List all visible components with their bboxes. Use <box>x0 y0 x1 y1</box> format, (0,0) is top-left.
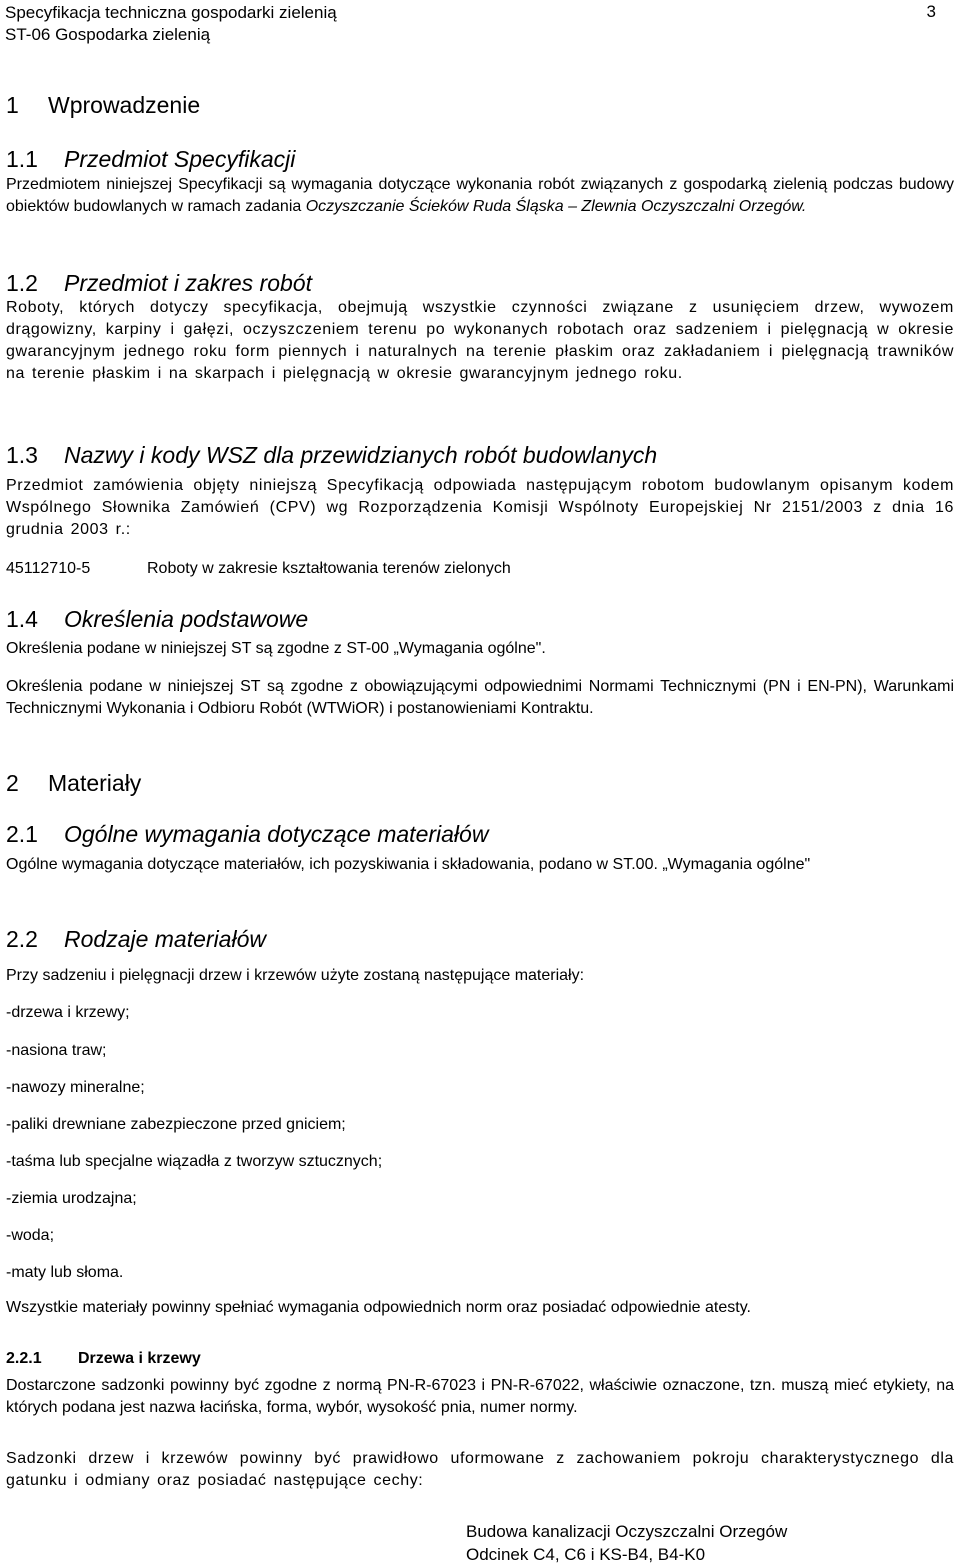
page-number: 3 <box>926 2 936 21</box>
heading-number: 1 <box>6 92 19 118</box>
heading-section-2-2 <box>6 925 954 953</box>
paragraph-seedlings-norms: Dostarczone sadzonki powinny być zgodne z normą PN-R-67023 i PN-R-67022, właściwie oznaczone, tzn. muszą mieć etykiety, na których podana jest nazwa łacińska, forma, wybór, wysokość pnia, numer normy. <box>6 1377 954 1416</box>
running-footer <box>466 1520 787 1566</box>
paragraph-materials-closing: Wszystkie materiały powinny spełniać wymagania odpowiednich norm oraz posiadać odpowiednie atesty. <box>6 1299 751 1316</box>
heading-section-1-1 <box>6 145 954 173</box>
heading-section-2 <box>6 769 954 797</box>
heading-number: 2.2.1 <box>6 1350 42 1367</box>
paragraph-seedlings-features: Sadzonki drzew i krzewów powinny być prawidłowo uformowane z zachowaniem pokroju charakterystycznego dla gatunku i odmiany oraz posiadać następujące cechy: <box>6 1450 954 1489</box>
list-item: -paliki drewniane zabezpieczone przed gniciem; <box>6 1116 346 1133</box>
list-item: -woda; <box>6 1227 55 1244</box>
heading-section-1-4 <box>6 605 954 633</box>
cpv-code: 45112710-5 <box>6 560 91 577</box>
list-item: -taśma lub specjalne wiązadła z tworzyw sztucznych; <box>6 1153 383 1170</box>
heading-text: Rodzaje materiałów <box>64 926 266 952</box>
list-item: -drzewa i krzewy; <box>6 1004 130 1021</box>
list-item: -maty lub słoma. <box>6 1264 124 1281</box>
list-item: -nasiona traw; <box>6 1042 107 1059</box>
header-title: Specyfikacja techniczna gospodarki zielenią <box>5 3 337 22</box>
paragraph-task-name: Oczyszczanie Ścieków Ruda Śląska – Zlewnia Oczyszczalni Orzegów. <box>305 198 807 215</box>
paragraph-definitions-1: Określenia podane w niniejszej ST są zgodne z ST-00 „Wymagania ogólne". <box>6 640 546 657</box>
heading-section-2-1 <box>6 820 954 848</box>
heading-section-1-2 <box>6 269 954 297</box>
heading-number: 1.1 <box>6 146 38 172</box>
heading-text: Nazwy i kody WSZ dla przewidzianych robót budowlanych <box>64 442 658 468</box>
running-header <box>5 2 337 46</box>
footer-line-2: Odcinek C4, C6 i KS-B4, B4-K0 <box>466 1545 706 1564</box>
paragraph-cpv: Przedmiot zamówienia objęty niniejszą Specyfikacją odpowiada następującym robotom budowlanym opisanym kodem Wspólnego Słownika Zamówień (CPV) wg Rozporządzenia Komisji Wspólnoty Europejskiej Nr 2151/2003 z dnia 16 grudnia 2003 r.: <box>6 477 954 538</box>
heading-number: 1.4 <box>6 606 38 632</box>
footer-line-1: Budowa kanalizacji Oczyszczalni Orzegów <box>466 1522 788 1541</box>
heading-section-1 <box>6 91 954 119</box>
heading-text: Materiały <box>48 770 142 796</box>
heading-text: Ogólne wymagania dotyczące materiałów <box>64 821 489 847</box>
list-item: -ziemia urodzajna; <box>6 1190 137 1207</box>
heading-section-2-2-1 <box>6 1348 954 1370</box>
cpv-code-row <box>6 558 954 580</box>
header-subtitle: ST-06 Gospodarka zielenią <box>5 25 211 44</box>
heading-section-1-3 <box>6 441 954 469</box>
paragraph-subject <box>6 174 954 218</box>
heading-text: Przedmiot i zakres robót <box>64 270 312 296</box>
heading-number: 2.2 <box>6 926 38 952</box>
list-item: -nawozy mineralne; <box>6 1079 145 1096</box>
paragraph-text: Przedmiotem niniejszej Specyfikacji są wymagania dotyczące wykonania robót związanych z gospodarką zielenią podczas budowy obiektów budowlanych w ramach zadania <box>6 176 954 215</box>
heading-text: Przedmiot Specyfikacji <box>64 146 296 172</box>
paragraph-materials-intro: Przy sadzeniu i pielęgnacji drzew i krzewów użyte zostaną następujące materiały: <box>6 967 585 984</box>
heading-text: Określenia podstawowe <box>64 606 309 632</box>
heading-number: 2 <box>6 770 19 796</box>
heading-number: 2.1 <box>6 821 38 847</box>
heading-number: 1.3 <box>6 442 38 468</box>
heading-text: Drzewa i krzewy <box>78 1350 201 1367</box>
paragraph-general-requirements: Ogólne wymagania dotyczące materiałów, ich pozyskiwania i składowania, podano w ST.00. „Wymagania ogólne" <box>6 856 811 873</box>
heading-number: 1.2 <box>6 270 38 296</box>
cpv-code-description: Roboty w zakresie kształtowania terenów zielonych <box>147 560 511 577</box>
paragraph-definitions-2: Określenia podane w niniejszej ST są zgodne z obowiązującymi odpowiednimi Normami Technicznymi (PN i EN-PN), Warunkami Technicznymi Wykonania i Odbioru Robót (WTWiOR) i postanowieniami Kontraktu. <box>6 678 954 717</box>
heading-text: Wprowadzenie <box>48 92 201 118</box>
paragraph-scope: Roboty, których dotyczy specyfikacja, obejmują wszystkie czynności związane z usunięciem drzew, wywozem drągowizny, karpiny i gałęzi, oczyszczeniem terenu po wykonanych robotach oraz sadzeniem i pielęgnacją w okresie gwarancyjnym jednego roku form piennych i naturalnych na terenie płaskim oraz zakładaniem i pielęgnacją trawników na terenie płaskim i na skarpach i pielęgnacją w okresie gwarancyjnym jednego roku. <box>6 299 954 382</box>
